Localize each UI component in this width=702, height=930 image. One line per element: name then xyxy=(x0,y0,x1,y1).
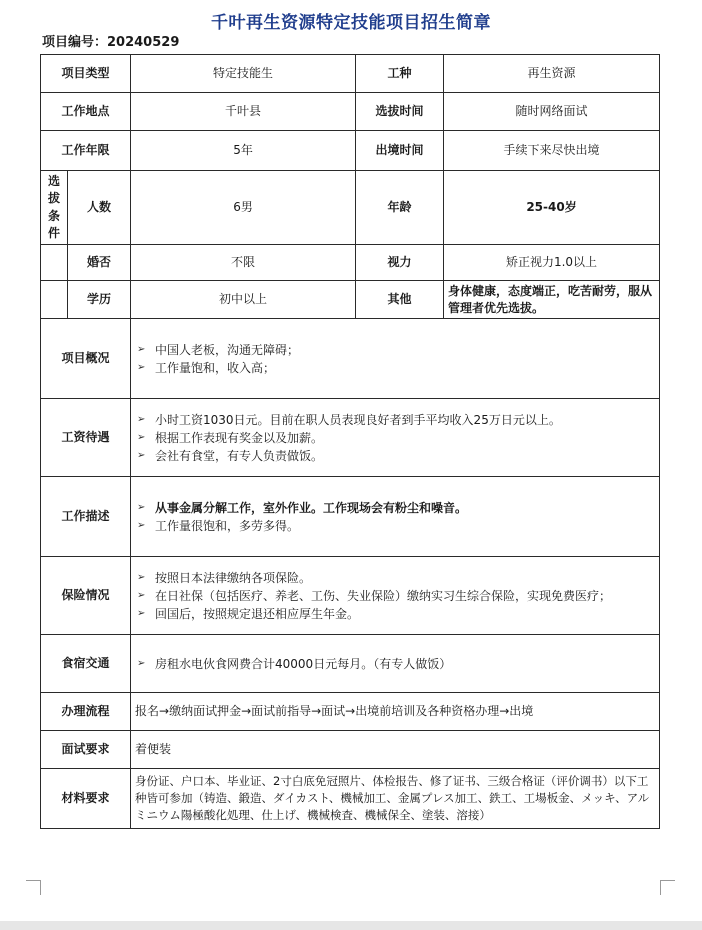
label-selection-criteria: 选 拔 条 件 xyxy=(41,171,68,245)
list-item: ➢ 中国人老板，沟通无障碍； xyxy=(135,341,655,359)
label-departure-time: 出境时间 xyxy=(356,131,444,171)
row-work-years xyxy=(41,131,660,171)
label-overview: 项目概况 xyxy=(41,319,131,399)
row-salary xyxy=(41,399,660,477)
list-item: ➢ 按照日本法律缴纳各项保险。 xyxy=(135,569,655,587)
blank-cell xyxy=(41,245,68,281)
label-job-description: 工作描述 xyxy=(41,477,131,557)
value-headcount: 6男 xyxy=(131,171,356,245)
list-item: ➢ 回国后，按照规定退还相应厚生年金。 xyxy=(135,605,655,623)
label-marriage: 婚否 xyxy=(68,245,131,281)
label-selection-time: 选拔时间 xyxy=(356,93,444,131)
page-title: 千叶再生资源特定技能项目招生简章 xyxy=(211,13,491,33)
list-item: ➢ 小时工资1030日元。目前在职人员表现良好者到手平均收入25万日元以上。 xyxy=(135,411,655,429)
label-process: 办理流程 xyxy=(41,693,131,731)
row-insurance xyxy=(41,557,660,635)
list-item: ➢ 房租水电伙食网费合计40000日元每月。（有专人做饭） xyxy=(135,655,655,673)
label-salary: 工资待遇 xyxy=(41,399,131,477)
label-work-years: 工作年限 xyxy=(41,131,131,171)
value-other: 身体健康，态度端正，吃苦耐劳，服从管理者优先选拔。 xyxy=(444,281,660,319)
job-description-content xyxy=(131,477,660,557)
row-process xyxy=(41,693,660,731)
project-number: 项目编号：20240529 xyxy=(42,35,180,50)
label-job-type: 工种 xyxy=(356,55,444,93)
insurance-content xyxy=(131,557,660,635)
value-project-type: 特定技能生 xyxy=(131,55,356,93)
row-project-type xyxy=(41,55,660,93)
crop-mark-right xyxy=(660,880,675,895)
row-interview xyxy=(41,731,660,769)
value-age: 25-40岁 xyxy=(444,171,660,245)
crop-mark-left xyxy=(26,880,41,895)
label-materials: 材料要求 xyxy=(41,769,131,829)
lodging-content xyxy=(131,635,660,693)
value-work-years: 5年 xyxy=(131,131,356,171)
label-age: 年龄 xyxy=(356,171,444,245)
blank-cell xyxy=(41,281,68,319)
row-job-description xyxy=(41,477,660,557)
value-work-place: 千叶县 xyxy=(131,93,356,131)
row-work-place xyxy=(41,93,660,131)
value-education: 初中以上 xyxy=(131,281,356,319)
salary-content xyxy=(131,399,660,477)
overview-content xyxy=(131,319,660,399)
process-content: 报名→缴纳面试押金→面试前指导→面试→出境前培训及各种资格办理→出境 xyxy=(131,693,660,731)
list-item: ➢ 从事金属分解工作，室外作业。工作现场会有粉尘和噪音。 xyxy=(135,499,655,517)
label-interview: 面试要求 xyxy=(41,731,131,769)
label-insurance: 保险情况 xyxy=(41,557,131,635)
row-education xyxy=(41,281,660,319)
label-lodging: 食宿交通 xyxy=(41,635,131,693)
label-headcount: 人数 xyxy=(68,171,131,245)
value-eyesight: 矫正视力1.0以上 xyxy=(444,245,660,281)
list-item: ➢ 工作量饱和，收入高； xyxy=(135,359,655,377)
value-marriage: 不限 xyxy=(131,245,356,281)
row-lodging xyxy=(41,635,660,693)
page-bottom-bar xyxy=(0,921,702,930)
label-project-type: 项目类型 xyxy=(41,55,131,93)
label-education: 学历 xyxy=(68,281,131,319)
label-eyesight: 视力 xyxy=(356,245,444,281)
row-materials xyxy=(41,769,660,829)
list-item: ➢ 根据工作表现有奖金以及加薪。 xyxy=(135,429,655,447)
row-marriage xyxy=(41,245,660,281)
list-item: ➢ 会社有食堂，有专人负责做饭。 xyxy=(135,447,655,465)
list-item: ➢ 工作量很饱和，多劳多得。 xyxy=(135,517,655,535)
row-headcount xyxy=(41,171,660,245)
list-item: ➢ 在日社保（包括医疗、养老、工伤、失业保险）缴纳实习生综合保险，实现免费医疗； xyxy=(135,587,655,605)
materials-content: 身份证、户口本、毕业证、2寸白底免冠照片、体检报告、修了证书、三级合格证（评价调书）以下工种皆可参加（铸造、鍛造、ダイカスト、機械加工、金属プレス加工、鉄工、工場板金、メッキ、アルミニウム陽極酸化処理、仕上げ、機械検査、機械保全、塗装、溶接） xyxy=(131,769,660,829)
interview-content: 着便装 xyxy=(131,731,660,769)
value-job-type: 再生资源 xyxy=(444,55,660,93)
label-other: 其他 xyxy=(356,281,444,319)
label-work-place: 工作地点 xyxy=(41,93,131,131)
enrollment-table xyxy=(40,54,660,829)
row-overview xyxy=(41,319,660,399)
value-selection-time: 随时网络面试 xyxy=(444,93,660,131)
value-departure-time: 手续下来尽快出境 xyxy=(444,131,660,171)
